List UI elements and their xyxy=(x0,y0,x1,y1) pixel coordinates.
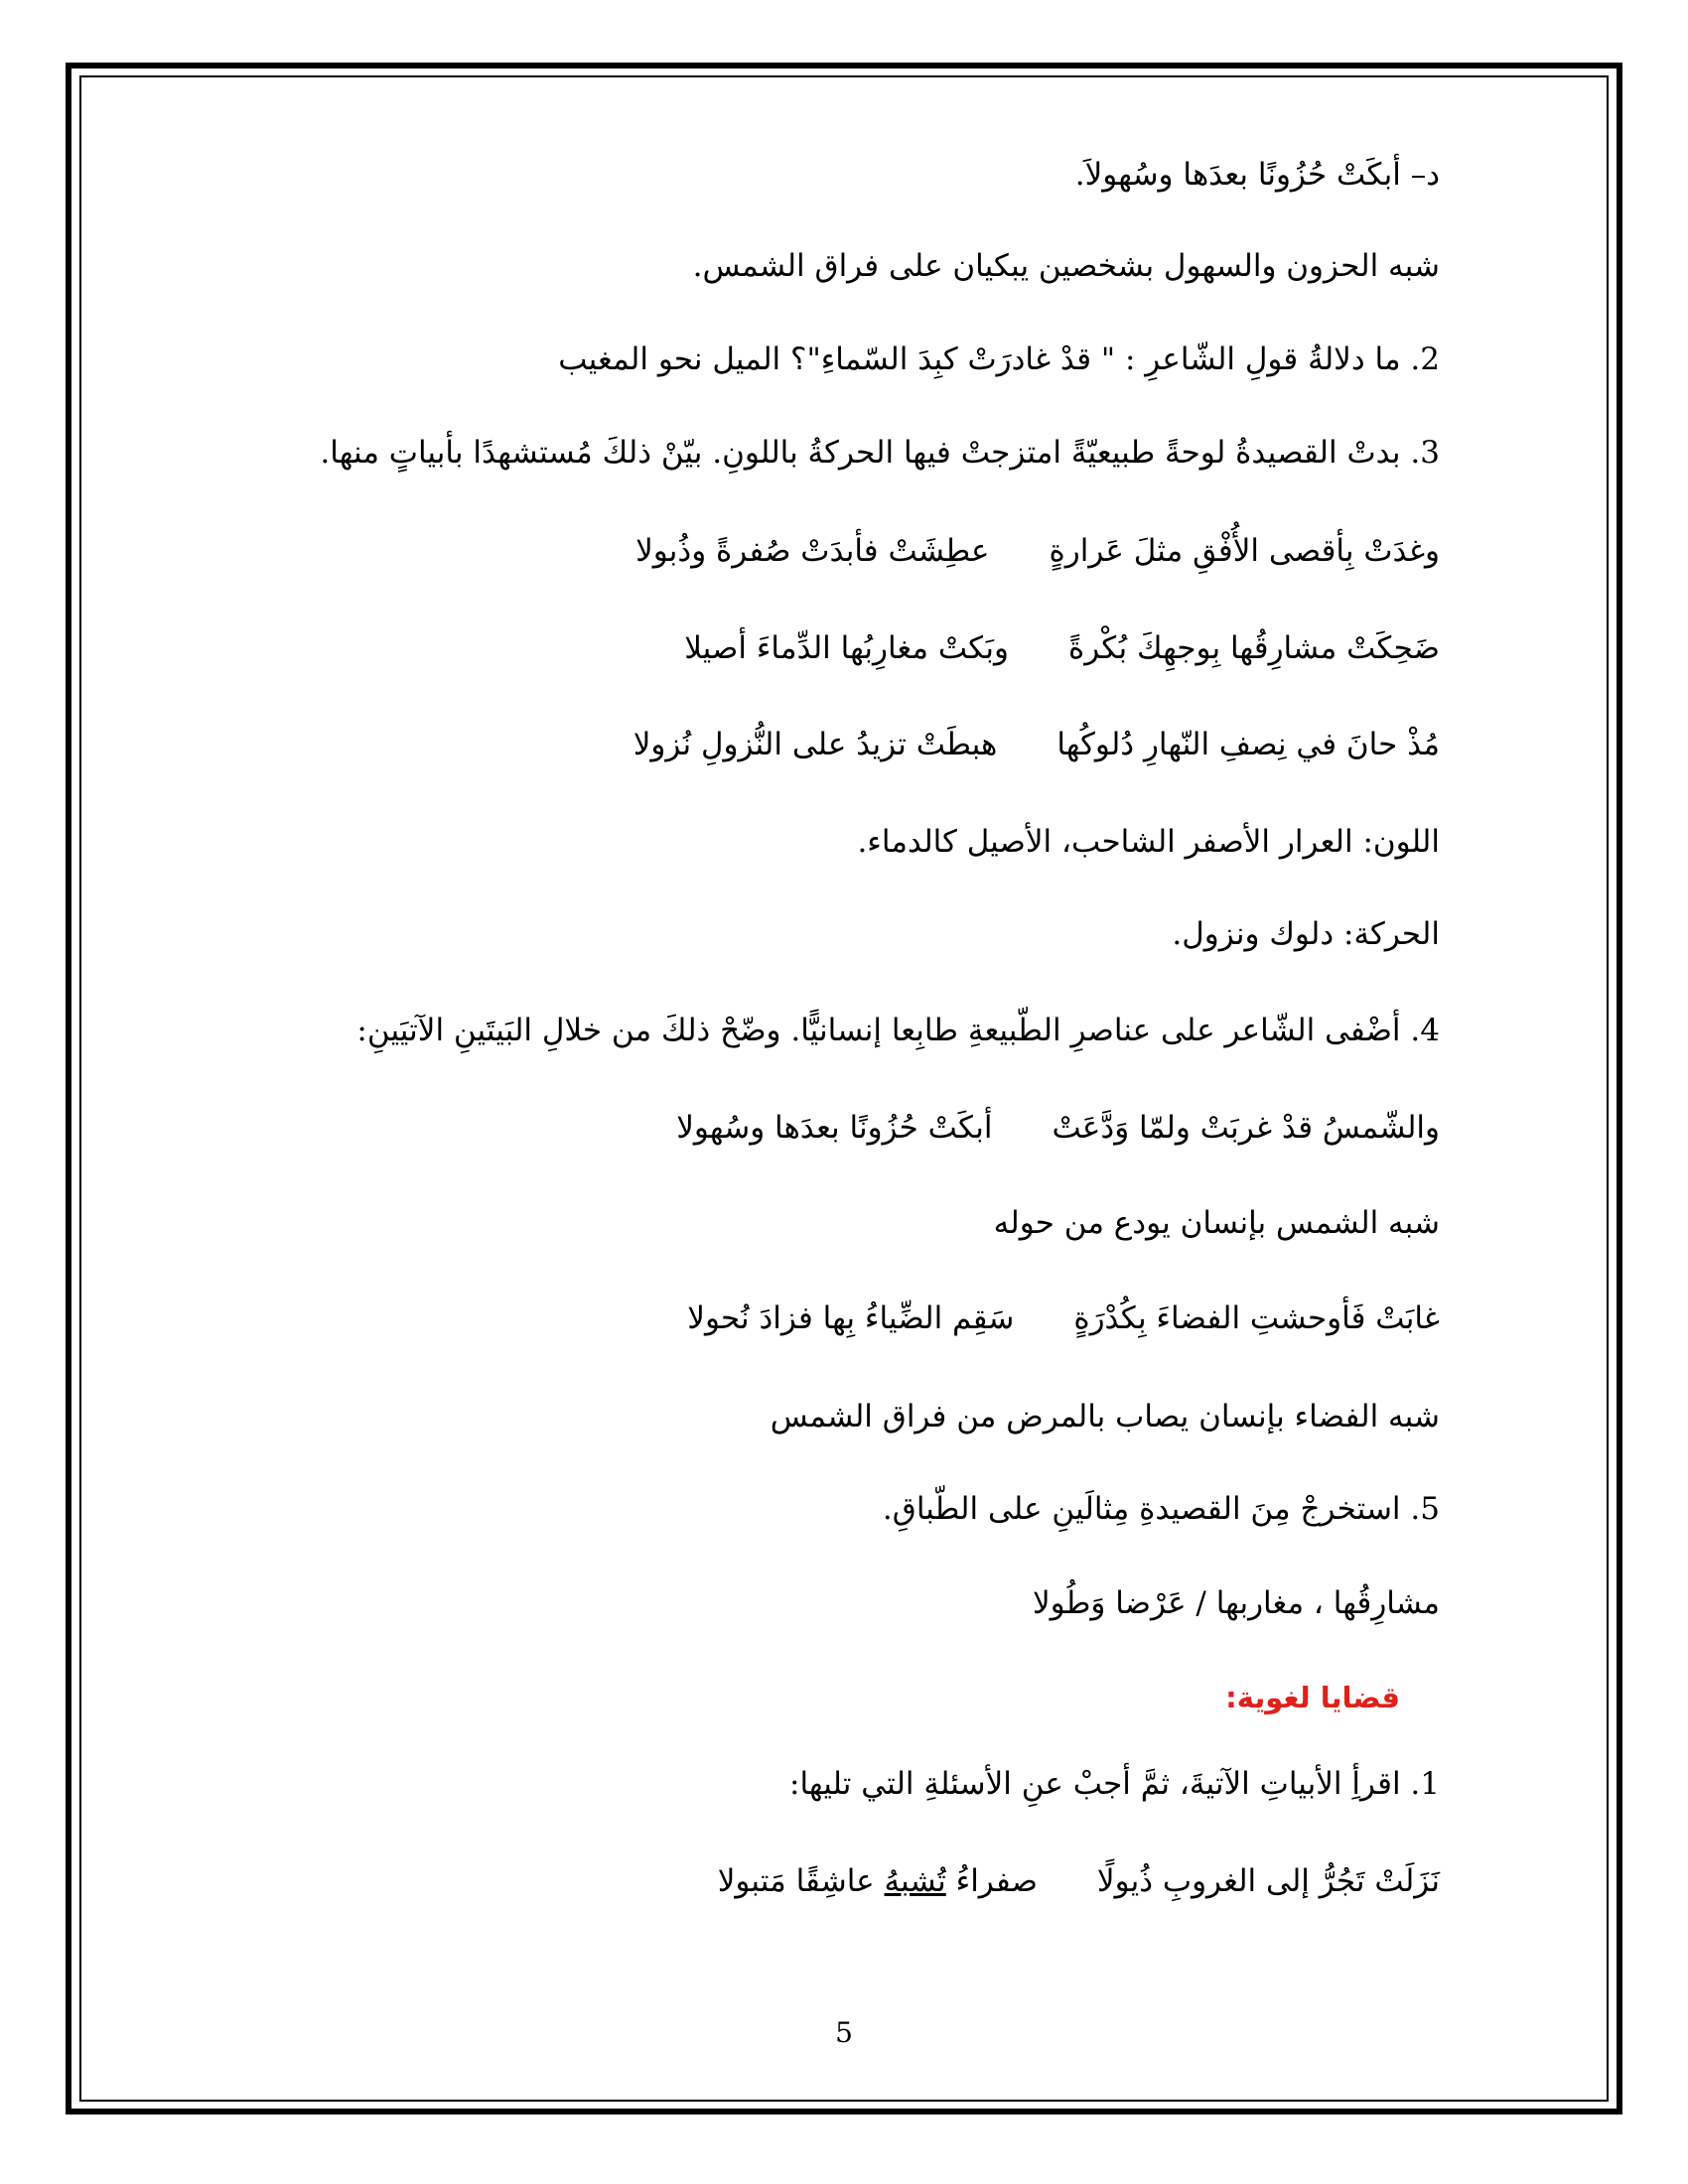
verse-c-second-pre: صفراءُ xyxy=(945,1863,1038,1899)
verse-b2 xyxy=(687,1296,1440,1341)
question-2: 2. ما دلالةُ قولِ الشّاعرِ : " قدْ غادرَتْ كبِدَ السّماءِ"؟ الميل نحو المغيب xyxy=(558,341,1440,377)
question-4: 4. أضْفى الشّاعر على عناصرِ الطّبيعةِ طابِعا إنسانيًّا. وضّحْ ذلكَ من خلالِ البَيتَينِ الآتيَينِ: xyxy=(356,1013,1440,1048)
verse-a2 xyxy=(684,625,1440,671)
line-1: د– أبكَتْ حُزُونًا بعدَها وسُهولاَ. xyxy=(1074,157,1440,193)
verse-a1 xyxy=(635,528,1440,574)
page-content xyxy=(149,0,1440,2184)
verse-a2-first: ضَحِكَتْ مشارِقُها بِوجهِكَ بُكْرةً xyxy=(1068,630,1440,666)
verse-c-first: نَزَلَتْ تَجُرُّ إلى الغروبِ ذُيولًا xyxy=(1096,1863,1440,1899)
page-number: 5 xyxy=(835,2016,853,2049)
answer-color: اللون: العرار الأصفر الشاحب، الأصيل كالدماء. xyxy=(857,824,1440,860)
language-question-1: 1. اقرأِ الأبياتِ الآتيةَ، ثمَّ أجبْ عنِ الأسئلةِ التي تليها: xyxy=(789,1766,1440,1802)
line-2: شبه الحزون والسهول بشخصين يبكيان على فراق الشمس. xyxy=(692,248,1440,284)
verse-a2-second: وبَكتْ مغارِبُها الدِّماءَ أصيلا xyxy=(684,630,1009,666)
verse-b1-second: أبكَتْ حُزُونًا بعدَها وسُهولا xyxy=(676,1110,993,1146)
verse-a3-second: هبطَتْ تزيدُ على النُّزولِ نُزولا xyxy=(633,727,998,762)
answer-b1: شبه الشمس بإنسان يودع من حوله xyxy=(993,1205,1440,1241)
answer-motion: الحركة: دلوك ونزول. xyxy=(1172,916,1440,952)
verse-a3 xyxy=(633,722,1440,767)
verse-a3-first: مُذْ حانَ في نِصفِ النّهارِ دُلوكُها xyxy=(1056,727,1440,762)
answer-b2: شبه الفضاء بإنسان يصاب بالمرض من فراق الشمس xyxy=(770,1399,1440,1434)
question-3: 3. بدتْ القصيدةُ لوحةً طبيعيّةً امتزجتْ فيها الحركةُ باللونِ. بيّنْ ذلكَ مُستشهدًا بأبياتٍ منها. xyxy=(320,435,1440,471)
verse-a1-first: وغدَتْ بِأقصى الأُفْقِ مثلَ عَرارةٍ xyxy=(1049,533,1440,569)
section-heading: قضايا لغوية: xyxy=(1225,1681,1400,1714)
question-5: 5. استخرجْ مِنَ القصيدةِ مِثالَينِ على الطّباقِ. xyxy=(882,1491,1440,1527)
verse-a1-second: عطِشَتْ فأبدَتْ صُفرةً وذُبولا xyxy=(635,533,990,569)
verse-b2-second: سَقِم الضِّياءُ بِها فزادَ نُحولا xyxy=(687,1300,1015,1336)
verse-b2-first: غابَتْ فَأوحشتِ الفضاءَ بِكُدْرَةٍ xyxy=(1073,1300,1440,1336)
verse-c-second-post: عاشِقًا مَتبولا xyxy=(717,1863,885,1899)
verse-b1 xyxy=(676,1105,1440,1151)
answer-q5: مشارِقُها ، مغاربها / عَرْضا وَطُولا xyxy=(1033,1585,1440,1621)
verse-c-underlined-word: تُشبهُ xyxy=(884,1863,946,1899)
verse-c xyxy=(718,1858,1440,1904)
verse-b1-first: والشّمسُ قدْ غربَتْ ولمّا وَدَّعَتْ xyxy=(1052,1110,1440,1146)
